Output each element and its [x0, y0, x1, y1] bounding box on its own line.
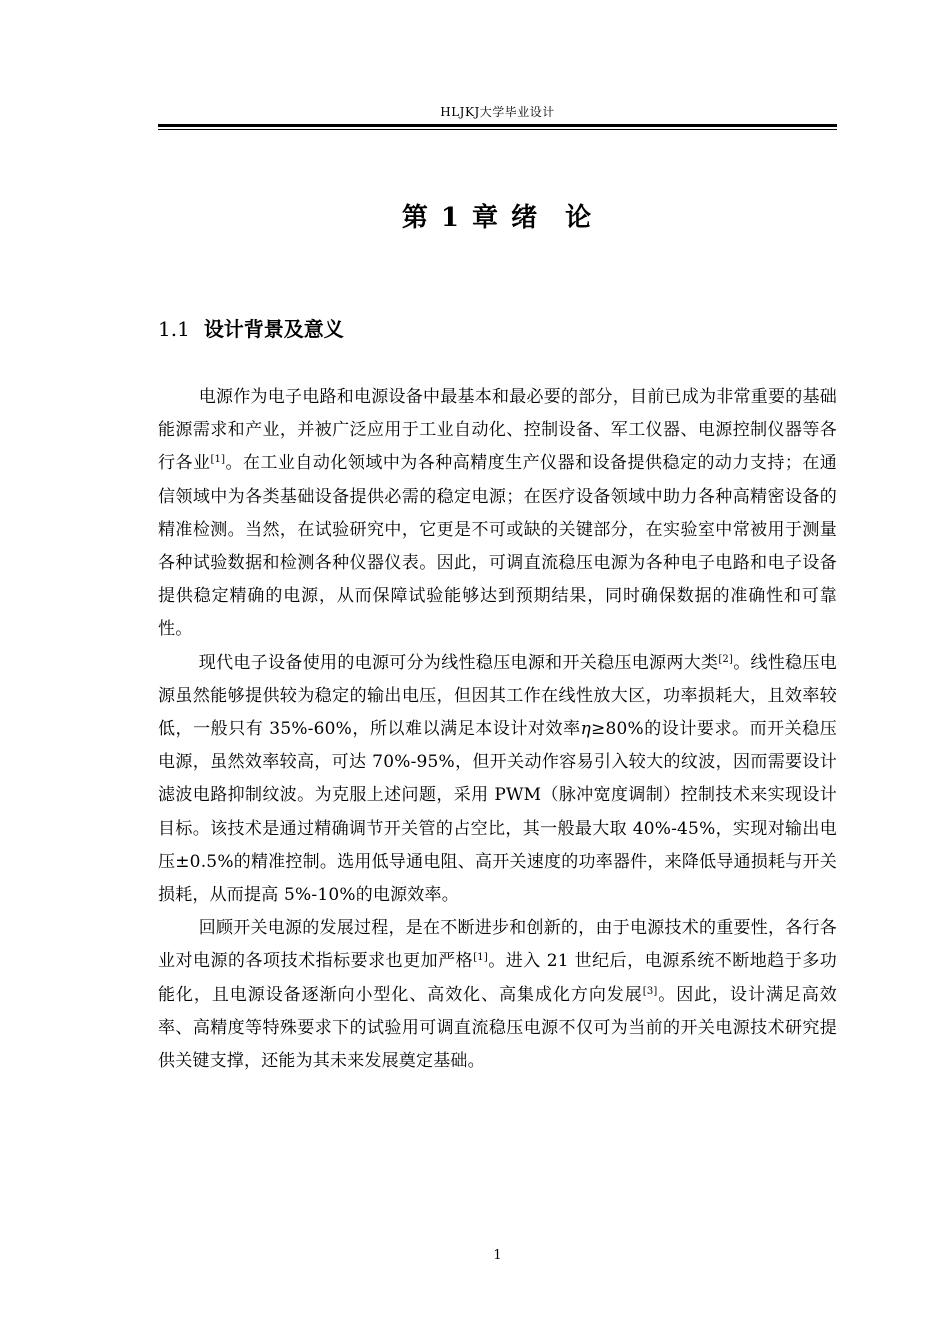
- paragraph-1-text-b: 。在工业自动化领域中为各种高精度生产仪器和设备提供稳定的动力支持；在通信领域中为各类基础设备提供必需的稳定电源；在医疗设备领域中助力各种高精密设备的精准检测。当然，在试验研究中，它更是不可或缺的关键部分，在实验室中常被用于测量各种试验数据和检测各种仪器仪表。因此，可调直流稳压电源为各种电子电路和电子设备提供稳定精确的电源，从而保障试验能够达到预期结果，同时确保数据的准确性和可靠性。: [158, 453, 838, 640]
- paragraph-2-text-c: ≥80%的设计要求。而开关稳压电源，虽然效率较高，可达 70%-95%，但开关动作容易引入较大的纹波，因而需要设计滤波电路抑制纹波。为克服上述问题，采用 PWM（脉冲宽度调制）控制技术来实现设计目标。该技术是通过精确调节开关管的占空比，其一般最大取 40%-45%，实现对输出电压±0.5%的精准控制。选用低导通电阻、高开关速度的功率器件，来降低导通损耗与开关损耗，从而提高 5%-10%的电源效率。: [158, 719, 837, 906]
- chapter-title-part1: 第 1 章 绪: [401, 203, 540, 233]
- header-rule-thick: [158, 124, 837, 127]
- chapter-title-part2: 论: [565, 203, 594, 233]
- body-text: [158, 381, 837, 1078]
- running-header: HLJKJ大学毕业设计: [440, 105, 555, 119]
- paragraph-3: [158, 912, 837, 1078]
- paragraph-2: [158, 647, 837, 913]
- citation-ref: [1]: [210, 454, 226, 466]
- page-number: 1: [493, 1248, 502, 1263]
- citation-ref: [1]: [473, 952, 488, 964]
- chapter-title: [158, 200, 837, 236]
- paragraph-2-text-b: 。线性稳压电源虽然能够提供较为稳定的输出电压，但因其工作在线性放大区，功率损耗大，且效率较低，一般只有 35%-60%，所以难以满足本设计对效率: [158, 652, 837, 740]
- section-title: 设计背景及意义: [203, 317, 344, 341]
- paragraph-3-text-a: 回顾开关电源的发展过程，是在不断进步和创新的，由于电源技术的重要性，各行各业对电源的各项技术指标要求也更加严格: [158, 918, 837, 972]
- paragraph-1: [158, 381, 837, 647]
- paragraph-1-text-a: 电源作为电子电路和电源设备中最基本和最必要的部分，目前已成为非常重要的基础能源需求和产业，并被广泛应用于工业自动化、控制设备、军工仪器、电源控制仪器等各行各业: [158, 387, 837, 474]
- citation-ref: [3]: [642, 985, 658, 997]
- section-number: 1.1: [158, 317, 190, 341]
- section-heading: [158, 314, 344, 344]
- citation-ref: [2]: [718, 653, 734, 665]
- paragraph-3-text-b: 。进入 21 世纪后，电源系统不断地趋于多功能化，且电源设备逐渐向小型化、高效化、高集成化方向发展: [158, 951, 837, 1005]
- paragraph-2-text-a: 现代电子设备使用的电源可分为线性稳压电源和开关稳压电源两大类: [198, 652, 719, 673]
- paragraph-3-text-c: 。因此，设计满足高效率、高精度等特殊要求下的试验用可调直流稳压电源不仅可为当前的开关电源技术研究提供关键支撑，还能为其未来发展奠定基础。: [158, 984, 838, 1072]
- header-rule-thin: [158, 129, 837, 130]
- eta-symbol: η: [580, 719, 592, 740]
